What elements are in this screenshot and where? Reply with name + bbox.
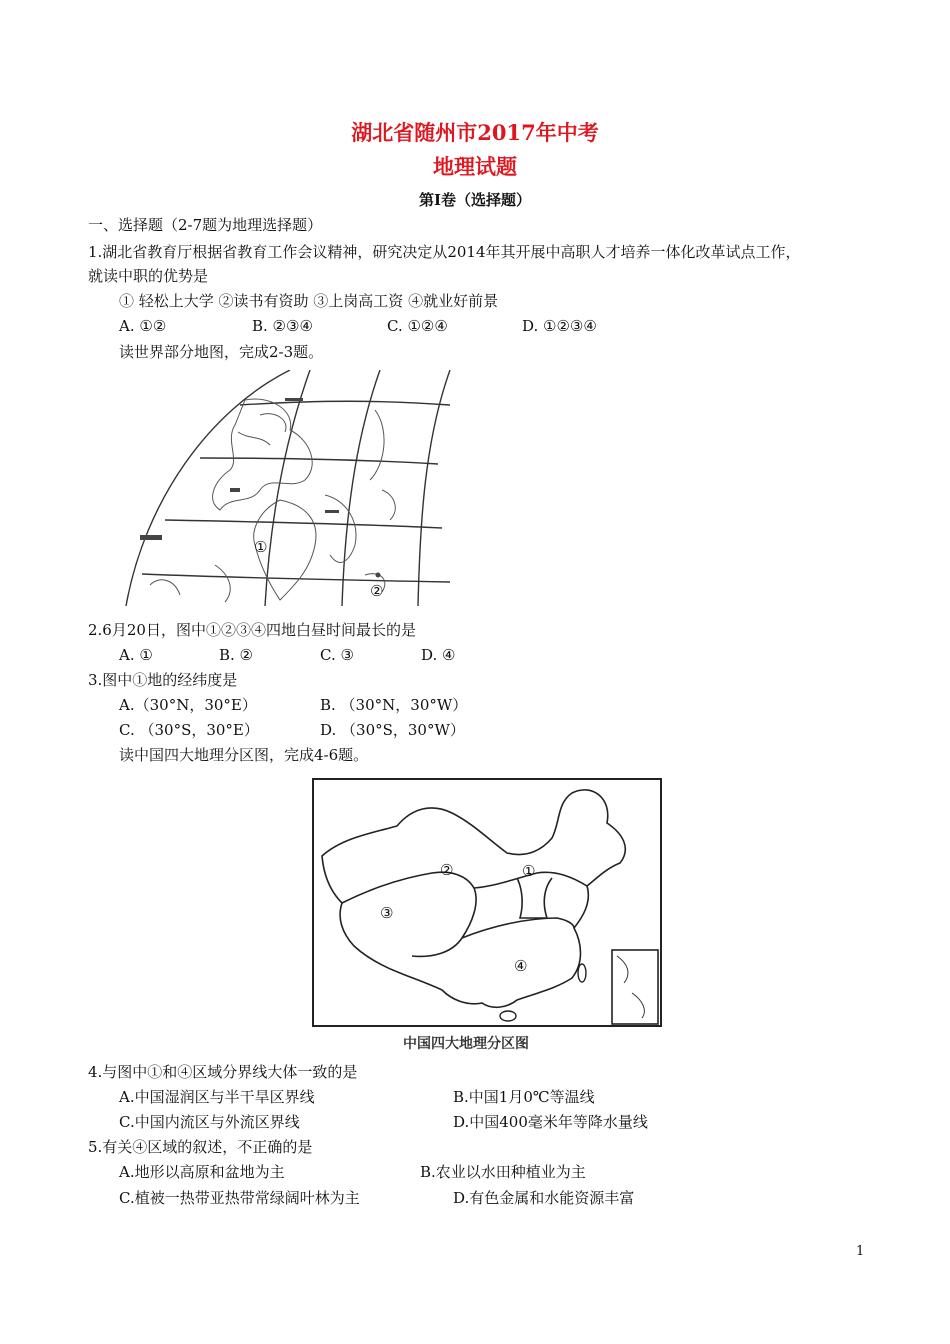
world-map-label-1: ① bbox=[254, 538, 268, 556]
q2-option-d: D. ④ bbox=[421, 646, 456, 664]
china-map-figure bbox=[312, 778, 662, 1028]
q2-option-c: C. ③ bbox=[320, 646, 354, 664]
china-map-intro: 读中国四大地理分区图，完成4-6题。 bbox=[119, 746, 369, 764]
world-map-intro: 读世界部分地图，完成2-3题。 bbox=[119, 343, 324, 361]
document-subtitle: 地理试题 bbox=[433, 154, 517, 179]
world-map-label-2: ② bbox=[370, 582, 384, 600]
china-map-label-4: ④ bbox=[514, 957, 528, 975]
q1-items: ① 轻松上大学 ②读书有资助 ③上岗高工资 ④就业好前景 bbox=[119, 292, 499, 310]
china-map-label-3: ③ bbox=[380, 904, 394, 922]
q1-option-a: A. ①② bbox=[119, 317, 167, 335]
q1-option-c: C. ①②④ bbox=[387, 317, 448, 335]
q4-option-b: B.中国1月0℃等温线 bbox=[453, 1088, 595, 1106]
china-map-label-1: ① bbox=[522, 862, 536, 880]
q1-option-b: B. ②③④ bbox=[252, 317, 313, 335]
q4-option-d: D.中国400毫米年等降水量线 bbox=[453, 1113, 648, 1131]
q3-option-a: A.（30°N，30°E） bbox=[119, 696, 257, 714]
q5-option-d: D.有色金属和水能资源丰富 bbox=[453, 1189, 635, 1207]
q3-option-c: C. （30°S，30°E） bbox=[119, 721, 259, 739]
world-map-figure bbox=[120, 370, 456, 606]
q5-stem: 5.有关④区域的叙述，不正确的是 bbox=[88, 1138, 313, 1156]
document-title: 湖北省随州市2017年中考 bbox=[351, 120, 599, 145]
q3-option-b: B. （30°N，30°W） bbox=[320, 696, 468, 714]
part-heading: 第Ⅰ卷（选择题） bbox=[418, 191, 532, 209]
q1-stem-line1: 1.湖北省教育厅根据省教育工作会议精神，研究决定从2014年其开展中高职人才培养一体化改革试点工作， bbox=[88, 243, 801, 261]
q1-option-d: D. ①②③④ bbox=[522, 317, 597, 335]
q3-option-d: D. （30°S，30°W） bbox=[320, 721, 465, 739]
q4-stem: 4.与图中①和④区域分界线大体一致的是 bbox=[88, 1063, 358, 1081]
q5-option-c: C.植被一热带亚热带常绿阔叶林为主 bbox=[119, 1189, 360, 1207]
q5-option-b: B.农业以水田种植业为主 bbox=[420, 1163, 586, 1181]
q2-option-b: B. ② bbox=[219, 646, 254, 664]
china-map-label-2: ② bbox=[440, 861, 454, 879]
section-heading: 一、选择题（2-7题为地理选择题） bbox=[88, 216, 323, 234]
china-map-caption: 中国四大地理分区图 bbox=[403, 1036, 529, 1052]
q2-stem: 2.6月20日，图中①②③④四地白昼时间最长的是 bbox=[88, 621, 416, 639]
q3-stem: 3.图中①地的经纬度是 bbox=[88, 671, 238, 689]
q2-option-a: A. ① bbox=[119, 646, 153, 664]
q4-option-a: A.中国湿润区与半干旱区界线 bbox=[119, 1088, 315, 1106]
q5-option-a: A.地形以高原和盆地为主 bbox=[119, 1163, 285, 1181]
page-number: 1 bbox=[856, 1244, 865, 1259]
q1-stem-line2: 就读中职的优势是 bbox=[88, 267, 209, 285]
q4-option-c: C.中国内流区与外流区界线 bbox=[119, 1113, 300, 1131]
